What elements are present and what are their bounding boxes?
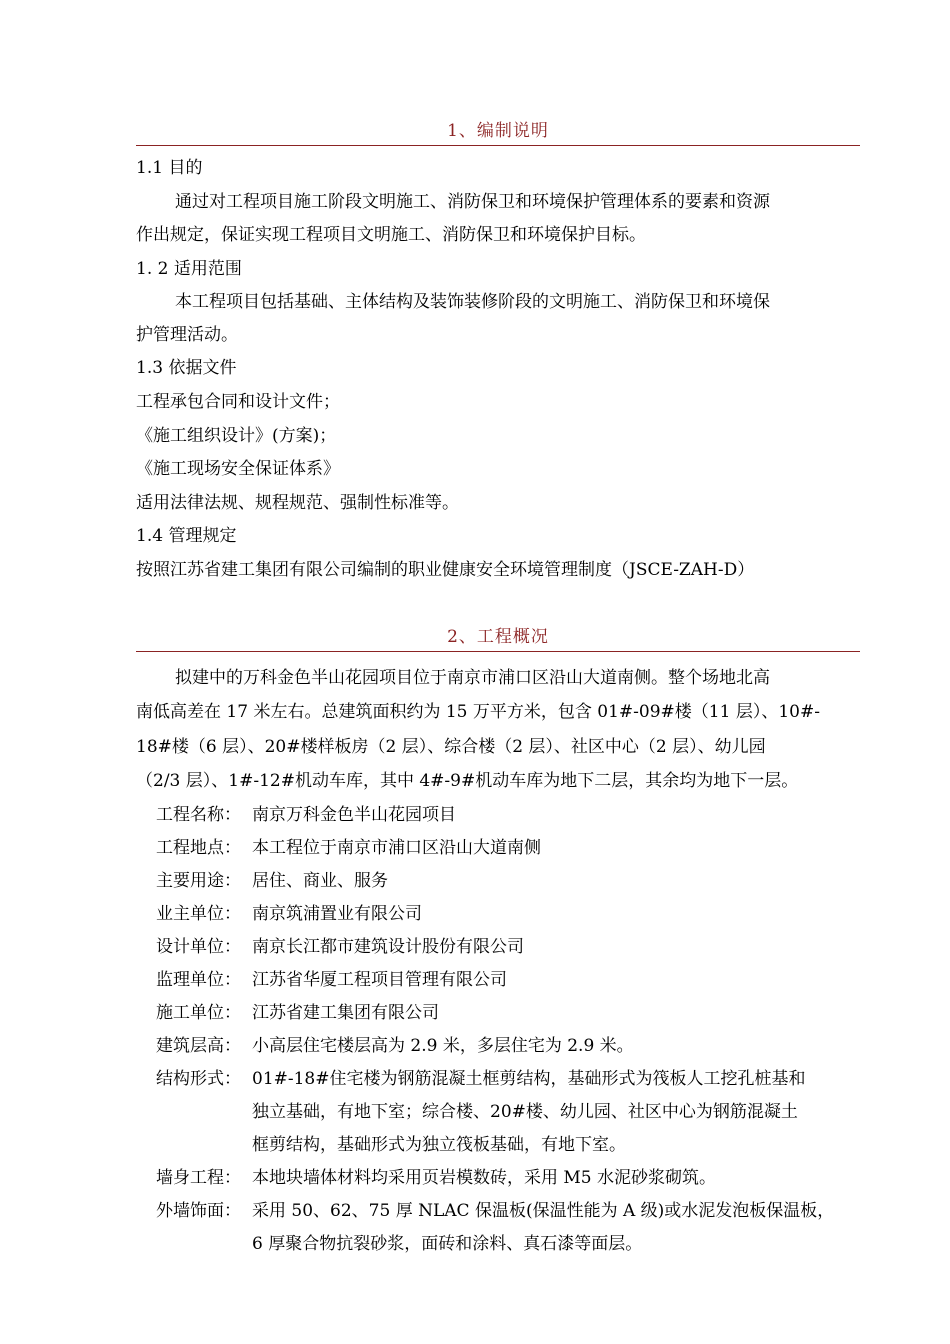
intro-line-4: （2/3 层）、1#-12#机动车库，其中 4#-9#机动车库为地下二层，其余均为地下一层。 bbox=[136, 771, 799, 791]
field-label: 工程名称： bbox=[156, 805, 241, 825]
field-value: 南京长江都市建筑设计股份有限公司 bbox=[252, 937, 524, 957]
intro-line-3: 18#楼（6 层）、20#楼样板房（2 层）、综合楼（2 层）、社区中心（2 层）、幼儿园 bbox=[136, 737, 766, 757]
paragraph-1-2-line-2: 护管理活动。 bbox=[136, 325, 238, 345]
section-2-title: 2、工程概况 bbox=[136, 622, 860, 652]
field-label: 监理单位： bbox=[156, 970, 241, 990]
paragraph-1-1-line-2: 作出规定，保证实现工程项目文明施工、消防保卫和环境保护目标。 bbox=[136, 225, 646, 245]
field-label: 主要用途： bbox=[156, 871, 241, 891]
field-label: 外墙饰面： bbox=[156, 1201, 241, 1221]
field-label: 墙身工程： bbox=[156, 1168, 241, 1188]
field-label: 施工单位： bbox=[156, 1003, 241, 1023]
field-project-name bbox=[156, 800, 456, 825]
field-designer bbox=[156, 932, 524, 957]
intro-line-2: 南低高差在 17 米左右。总建筑面积约为 15 万平方米，包含 01#-09#楼（11 层）、10#- bbox=[136, 702, 820, 722]
field-value: 采用 50、62、75 厚 NLAC 保温板(保温性能为 A 级)或水泥发泡板保温板， bbox=[252, 1201, 835, 1221]
field-supervisor bbox=[156, 965, 507, 990]
field-structure-cont: 框剪结构，基础形式为独立筏板基础，有地下室。 bbox=[252, 1135, 626, 1155]
field-usage bbox=[156, 866, 388, 891]
field-value: 01#-18#住宅楼为钢筋混凝土框剪结构，基础形式为筏板人工挖孔桩基和 bbox=[252, 1069, 806, 1089]
reference-item: 《施工现场安全保证体系》 bbox=[136, 459, 340, 479]
section-1-title: 1、编制说明 bbox=[136, 116, 860, 146]
heading-1-4: 1.4 管理规定 bbox=[136, 526, 237, 546]
field-structure-cont: 独立基础，有地下室；综合楼、20#楼、幼儿园、社区中心为钢筋混凝土 bbox=[252, 1102, 798, 1122]
heading-1-1: 1.1 目的 bbox=[136, 158, 203, 178]
field-structure bbox=[156, 1064, 806, 1089]
field-value: 江苏省华厦工程项目管理有限公司 bbox=[252, 970, 507, 990]
field-label: 建筑层高： bbox=[156, 1036, 241, 1056]
reference-item: 《施工组织设计》(方案)； bbox=[136, 426, 337, 446]
field-label: 结构形式： bbox=[156, 1069, 241, 1089]
field-value: 本地块墙体材料均采用页岩模数砖，采用 M5 水泥砂浆砌筑。 bbox=[252, 1168, 717, 1188]
heading-1-3: 1.3 依据文件 bbox=[136, 358, 237, 378]
reference-item: 适用法律法规、规程规范、强制性标准等。 bbox=[136, 493, 459, 513]
field-value: 小高层住宅楼层高为 2.9 米，多层住宅为 2.9 米。 bbox=[252, 1036, 634, 1056]
field-value: 南京筑浦置业有限公司 bbox=[252, 904, 422, 924]
field-value: 居住、商业、服务 bbox=[252, 871, 388, 891]
field-label: 设计单位： bbox=[156, 937, 241, 957]
field-value: 南京万科金色半山花园项目 bbox=[252, 805, 456, 825]
field-facade bbox=[156, 1196, 834, 1221]
field-label: 工程地点： bbox=[156, 838, 241, 858]
field-value: 江苏省建工集团有限公司 bbox=[252, 1003, 439, 1023]
heading-1-2: 1. 2 适用范围 bbox=[136, 259, 242, 279]
field-label: 业主单位： bbox=[156, 904, 241, 924]
field-location bbox=[156, 833, 541, 858]
intro-line-1: 拟建中的万科金色半山花园项目位于南京市浦口区沿山大道南侧。整个场地北高 bbox=[175, 668, 770, 688]
field-value: 本工程位于南京市浦口区沿山大道南侧 bbox=[252, 838, 541, 858]
paragraph-1-1-line-1: 通过对工程项目施工阶段文明施工、消防保卫和环境保护管理体系的要素和资源 bbox=[175, 192, 770, 212]
field-floor-height bbox=[156, 1031, 634, 1056]
reference-item: 工程承包合同和设计文件； bbox=[136, 392, 340, 412]
field-owner bbox=[156, 899, 422, 924]
field-facade-cont: 6 厚聚合物抗裂砂浆，面砖和涂料、真石漆等面层。 bbox=[252, 1234, 643, 1254]
paragraph-1-4: 按照江苏省建工集团有限公司编制的职业健康安全环境管理制度（JSCE-ZAH-D） bbox=[136, 560, 755, 580]
paragraph-1-2-line-1: 本工程项目包括基础、主体结构及装饰装修阶段的文明施工、消防保卫和环境保 bbox=[175, 292, 770, 312]
field-wall bbox=[156, 1163, 716, 1188]
field-contractor bbox=[156, 998, 439, 1023]
